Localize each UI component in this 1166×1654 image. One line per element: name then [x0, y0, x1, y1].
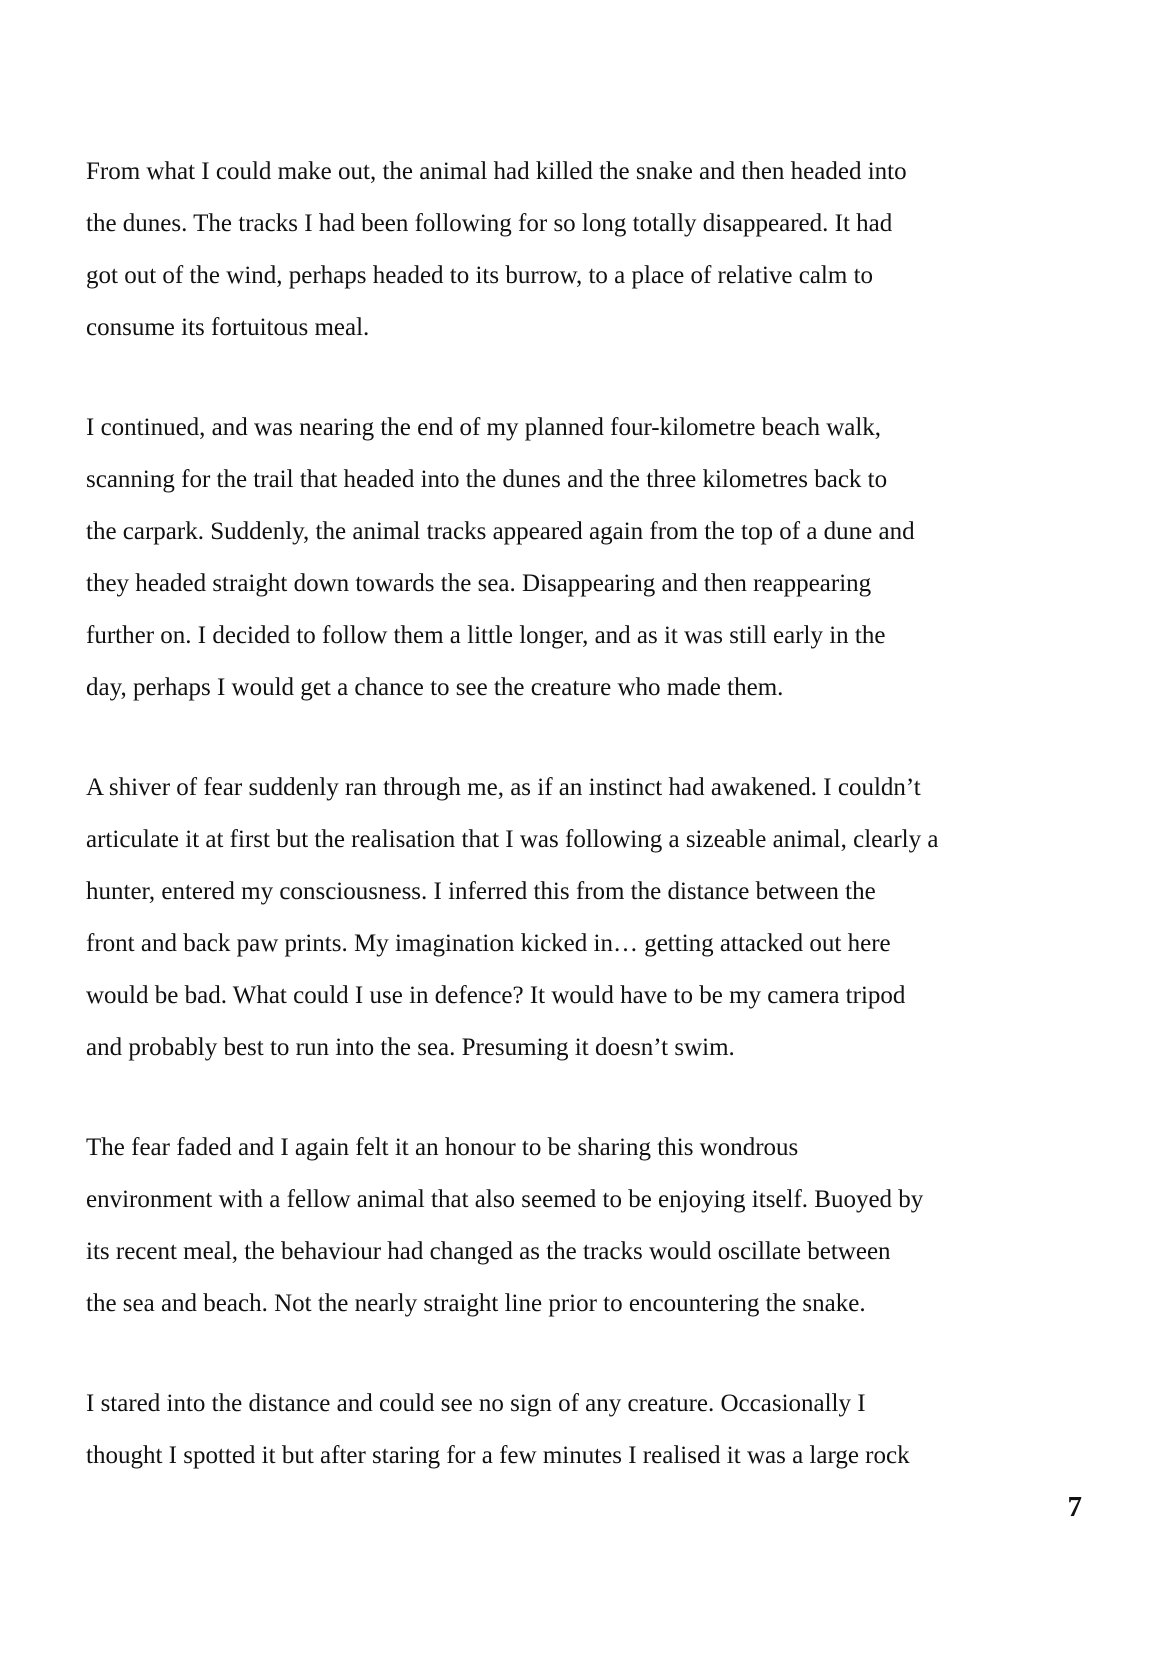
text-line: A shiver of fear suddenly ran through me, as if an instinct had awakened. I couldn’t — [86, 774, 921, 801]
text-line: environment with a fellow animal that also seemed to be enjoying itself. Buoyed by — [86, 1186, 924, 1213]
text-line: and probably best to run into the sea. Presuming it doesn’t swim. — [86, 1034, 735, 1061]
paragraph-3 — [86, 762, 1076, 1074]
text-line: day, perhaps I would get a chance to see the creature who made them. — [86, 674, 784, 701]
body-text — [86, 146, 1076, 1530]
paragraph-2 — [86, 402, 1076, 714]
text-line: I continued, and was nearing the end of my planned four-kilometre beach walk, — [86, 414, 882, 441]
text-line: front and back paw prints. My imagination kicked in… getting attacked out here — [86, 930, 891, 957]
text-line: the sea and beach. Not the nearly straight line prior to encountering the snake. — [86, 1290, 866, 1317]
text-line: the dunes. The tracks I had been following for so long totally disappeared. It had — [86, 210, 893, 237]
paragraph-4 — [86, 1122, 1076, 1330]
text-line: The fear faded and I again felt it an honour to be sharing this wondrous — [86, 1134, 799, 1161]
text-line: thought I spotted it but after staring for a few minutes I realised it was a large rock — [86, 1442, 910, 1469]
paragraph-5 — [86, 1378, 1076, 1482]
text-line: scanning for the trail that headed into the dunes and the three kilometres back to — [86, 466, 888, 493]
paragraph-1 — [86, 146, 1076, 354]
text-line: the carpark. Suddenly, the animal tracks appeared again from the top of a dune and — [86, 518, 915, 545]
text-line: would be bad. What could I use in defence? It would have to be my camera tripod — [86, 982, 906, 1009]
page-number: 7 — [1067, 1491, 1082, 1523]
text-line: they headed straight down towards the sea. Disappearing and then reappearing — [86, 570, 872, 597]
text-line: I stared into the distance and could see no sign of any creature. Occasionally I — [86, 1390, 866, 1417]
text-line: hunter, entered my consciousness. I inferred this from the distance between the — [86, 878, 876, 905]
text-line: articulate it at first but the realisation that I was following a sizeable animal, clearly a — [86, 826, 939, 853]
text-line: From what I could make out, the animal had killed the snake and then headed into — [86, 158, 907, 185]
text-line: its recent meal, the behaviour had changed as the tracks would oscillate between — [86, 1238, 891, 1265]
text-line: further on. I decided to follow them a little longer, and as it was still early in the — [86, 622, 886, 649]
text-line: consume its fortuitous meal. — [86, 314, 370, 341]
text-line: got out of the wind, perhaps headed to its burrow, to a place of relative calm to — [86, 262, 874, 289]
